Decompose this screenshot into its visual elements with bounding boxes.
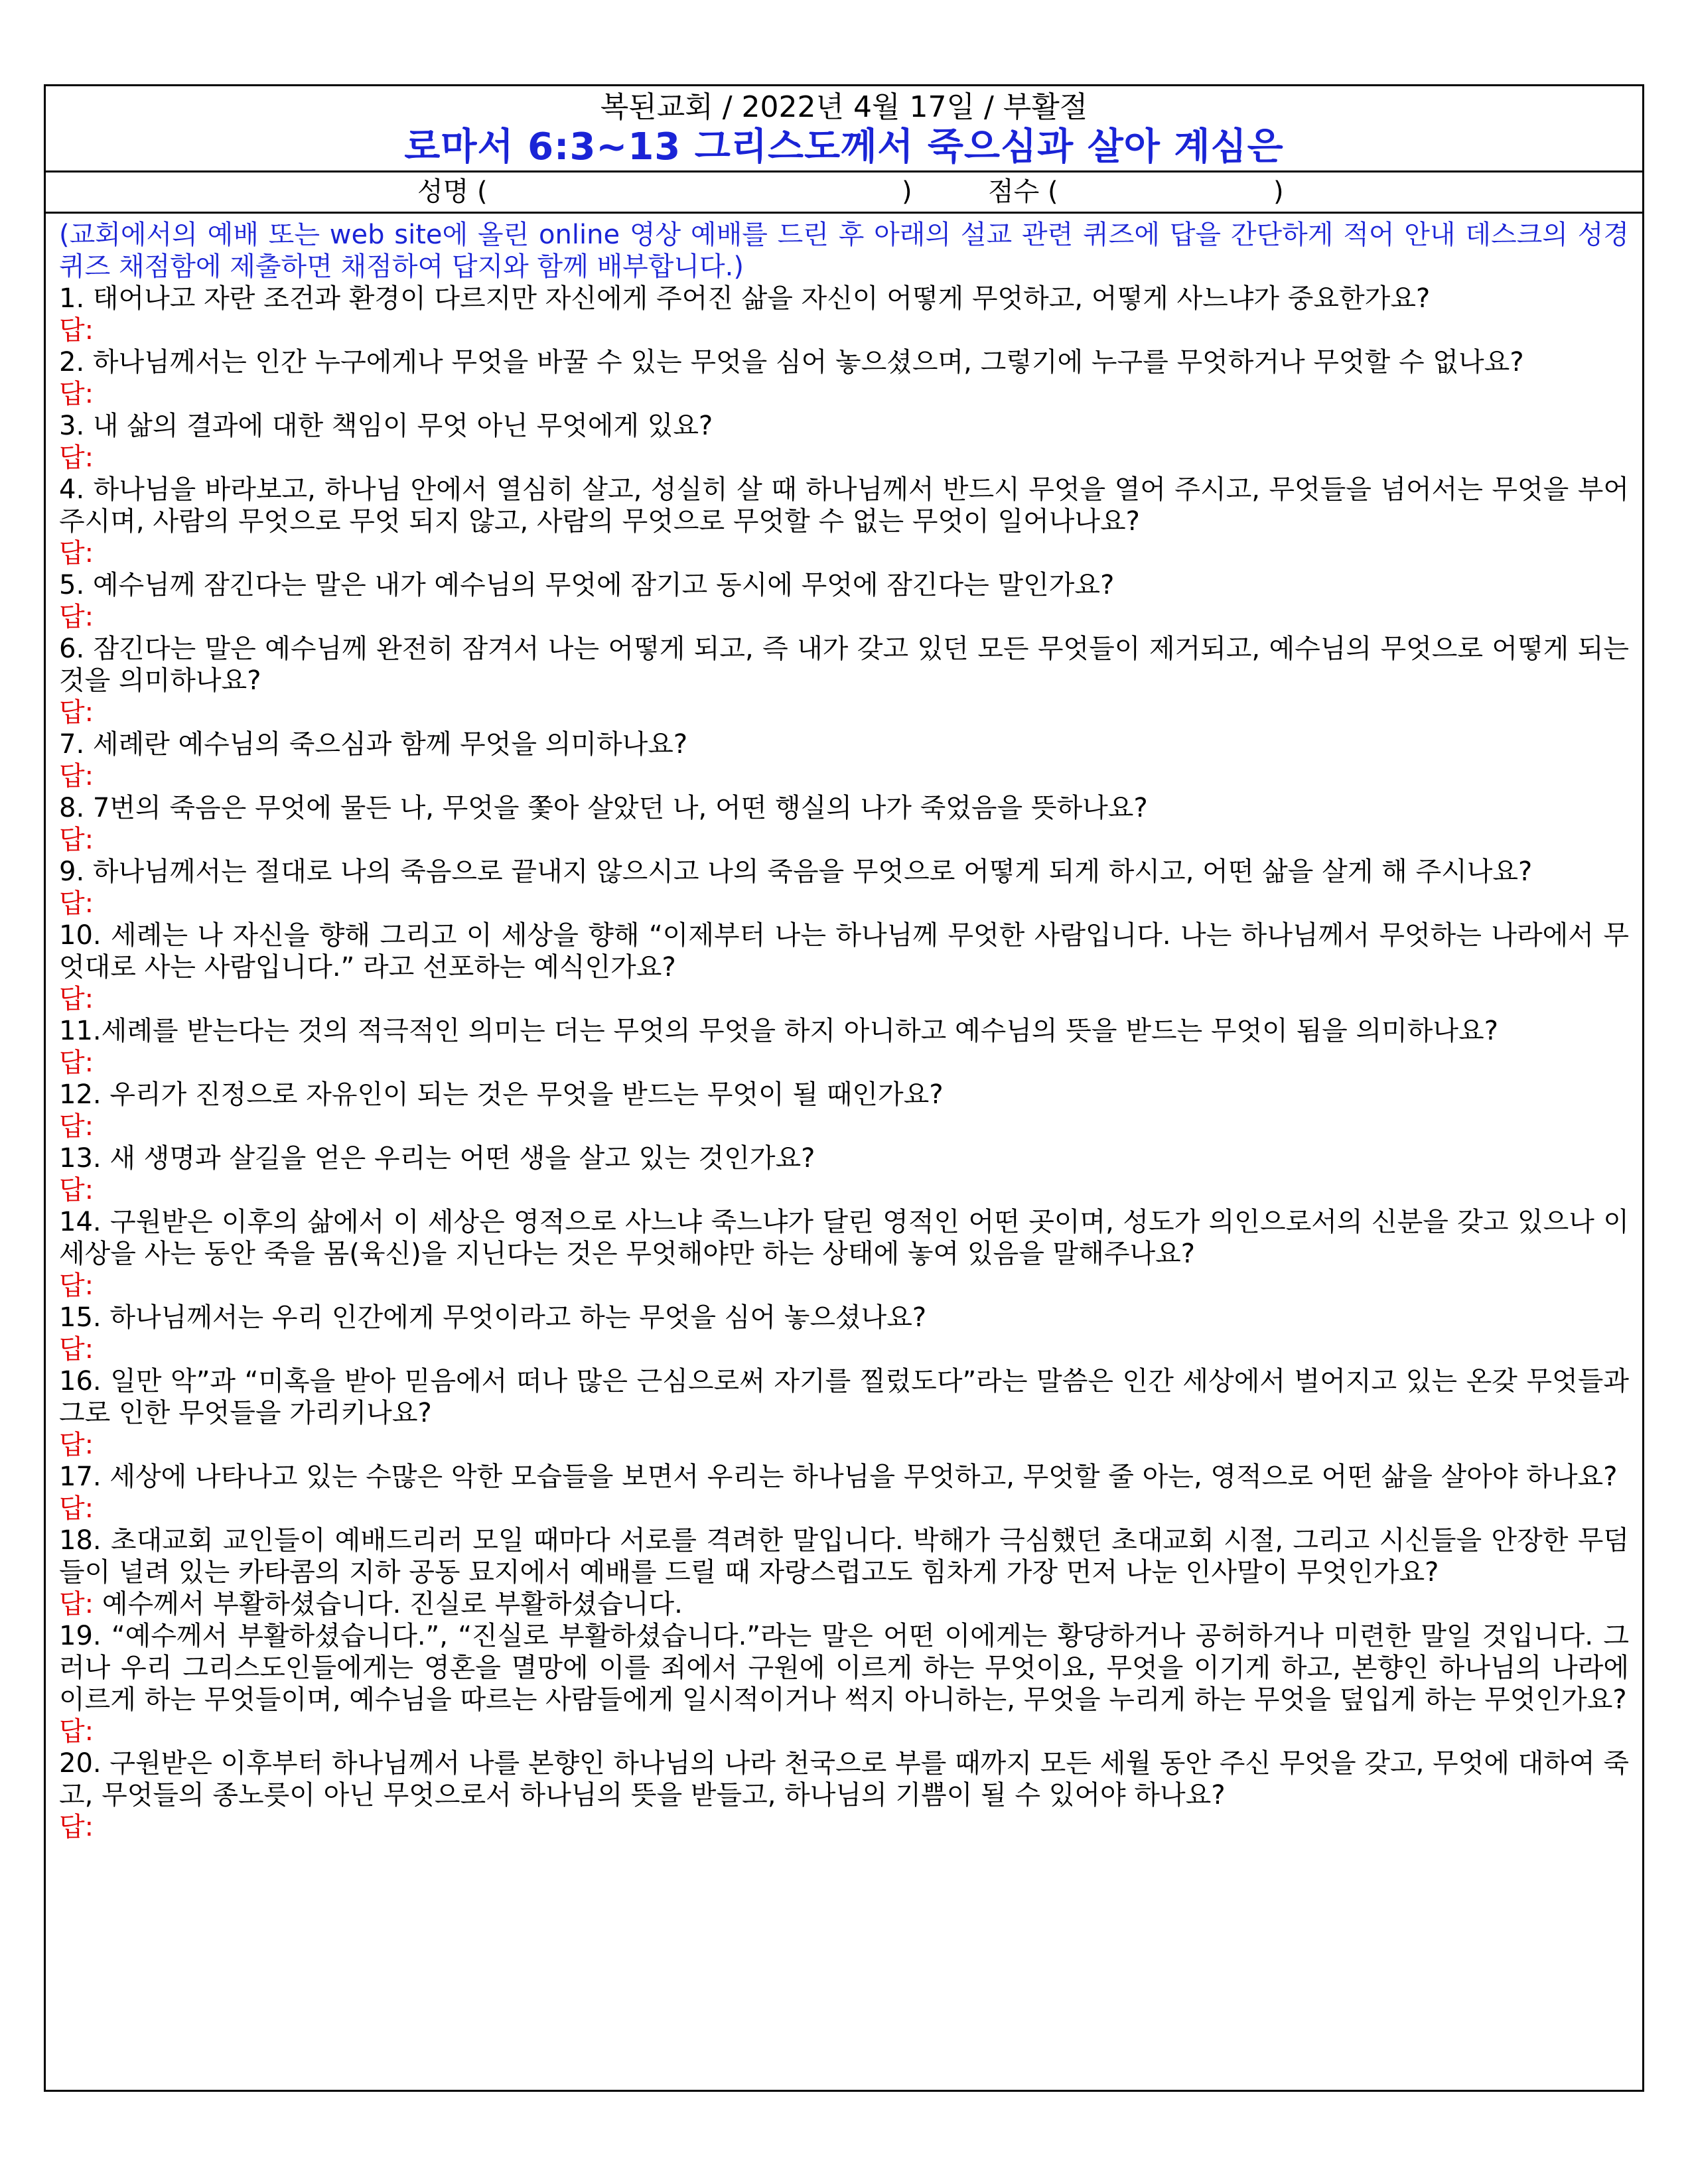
answer-line[interactable] — [59, 378, 1629, 410]
sermon-title: 로마서 6:3~13 그리스도께서 죽으심과 살아 계심은 — [404, 125, 1284, 169]
question-text: 7. 세례란 예수님의 죽으심과 함께 무엇을 의미하나요? — [59, 729, 688, 760]
answer-label: 답: — [59, 697, 94, 728]
question-text: 14. 구원받은 이후의 삶에서 이 세상은 영적으로 사느냐 죽느냐가 달린 영적인 어떤 곳이며, 성도가 의인으로서의 신분을 갖고 있으나 이 세상을 사는 동안 죽을 몸(육신)을 지닌다는 것은 무엇해야만 하는 상태에 놓여 있음을 말해주나요? — [59, 1207, 1629, 1269]
answer-line[interactable] — [59, 888, 1629, 920]
answer-line[interactable] — [59, 697, 1629, 728]
answer-label: 답: — [59, 825, 94, 855]
score-label: 점수 ( — [988, 176, 1058, 207]
name-close: ) — [902, 176, 912, 207]
answer-label: 답: — [59, 1334, 94, 1365]
answer-line[interactable] — [59, 1270, 1629, 1302]
answer-label: 답: — [59, 1493, 94, 1524]
question-text: 2. 하나님께서는 인간 누구에게나 무엇을 바꿀 수 있는 무엇을 심어 놓으셨으며, 그렇기에 누구를 무엇하거나 무엇할 수 없나요? — [59, 347, 1524, 377]
question-text: 8. 7번의 죽음은 무엇에 물든 나, 무엇을 쫓아 살았던 나, 어떤 행실의 나가 죽었음을 뜻하나요? — [59, 793, 1148, 823]
answer-label: 답: — [59, 1589, 94, 1619]
answer-label: 답: — [59, 1716, 94, 1747]
question-text: 6. 잠긴다는 말은 예수님께 완전히 잠겨서 나는 어떻게 되고, 즉 내가 갖고 있던 모든 무엇들이 제거되고, 예수님의 무엇으로 어떻게 되는 것을 의미하나요? — [59, 634, 1629, 696]
answer-line[interactable] — [59, 824, 1629, 856]
answer-line[interactable] — [59, 760, 1629, 792]
answer-line[interactable] — [59, 1811, 1629, 1843]
question-text: 4. 하나님을 바라보고, 하나님 안에서 열심히 살고, 성실히 살 때 하나님께서 반드시 무엇을 열어 주시고, 무엇들을 넘어서는 무엇을 부어 주시며, 사람의 무엇으로 무엇 되지 않고, 사람의 무엇으로 무엇할 수 없는 무엇이 일어나나요? — [59, 474, 1629, 537]
answer-line[interactable] — [59, 983, 1629, 1015]
question-text: 1. 태어나고 자란 조건과 환경이 다르지만 자신에게 주어진 삶을 자신이 어떻게 무엇하고, 어떻게 사느냐가 중요한가요? — [59, 283, 1431, 314]
answer-line[interactable] — [59, 1429, 1629, 1461]
answer-label: 답: — [59, 315, 94, 346]
answer-line[interactable] — [59, 442, 1629, 474]
answer-line[interactable] — [59, 1588, 1629, 1620]
answer-label: 답: — [59, 761, 94, 791]
answer-label: 답: — [59, 984, 94, 1014]
answer-label: 답: — [59, 1270, 94, 1301]
answer-line[interactable] — [59, 1174, 1629, 1206]
instructions: (교회에서의 예배 또는 web site에 올린 online 영상 예배를 드린 후 아래의 설교 관련 퀴즈에 답을 간단하게 적어 안내 데스크의 성경 퀴즈 채점함에 제출하면 채점하여 답지와 함께 배부합니다.) — [59, 220, 1629, 282]
question-text: 10. 세례는 나 자신을 향해 그리고 이 세상을 향해 “이제부터 나는 하나님께 무엇한 사람입니다. 나는 하나님께서 무엇하는 나라에서 무엇대로 사는 사람입니다.” 라고 선포하는 예식인가요? — [59, 920, 1629, 983]
answer-label: 답: — [59, 538, 94, 569]
question-text: 15. 하나님께서는 우리 인간에게 무엇이라고 하는 무엇을 심어 놓으셨나요? — [59, 1302, 927, 1333]
answer-line[interactable] — [59, 1333, 1629, 1365]
answer-line[interactable] — [59, 1716, 1629, 1747]
question-text: 19. “예수께서 부활하셨습니다.”, “진실로 부활하셨습니다.”라는 말은 어떤 이에게는 황당하거나 공허하거나 미련한 말일 것입니다. 그러나 우리 그리스도인들에게는 영혼을 멸망에 이를 죄에서 구원에 이르게 하는 무엇이요, 무엇을 이기게 하고, 본향인 하나님의 나라에 이르게 하는 무엇들이며, 예수님을 따르는 사람들에게 일시적이거나 썩지 아니하는, 무엇을 누리게 하는 무엇을 덮입게 하는 무엇인가요? — [59, 1621, 1629, 1715]
answer-label: 답: — [59, 602, 94, 632]
answer-line[interactable] — [59, 1493, 1629, 1525]
question-text: 20. 구원받은 이후부터 하나님께서 나를 본향인 하나님의 나라 천국으로 부를 때까지 모든 세월 동안 주신 무엇을 갖고, 무엇에 대하여 죽고, 무엇들의 종노릇이 아닌 무엇으로서 하나님의 뜻을 받들고, 하나님의 기쁨이 될 수 있어야 하나요? — [59, 1748, 1629, 1810]
answer-line[interactable] — [59, 1111, 1629, 1142]
quiz-body — [46, 214, 1642, 1843]
question-text: 5. 예수님께 잠긴다는 말은 내가 예수님의 무엇에 잠기고 동시에 무엇에 잠긴다는 말인가요? — [59, 570, 1115, 600]
quiz-sheet — [44, 84, 1644, 2092]
answer-label: 답: — [59, 1812, 94, 1842]
question-text: 3. 내 삶의 결과에 대한 책임이 무엇 아닌 무엇에게 있요? — [59, 411, 713, 441]
answer-label: 답: — [59, 443, 94, 473]
answer-label: 답: — [59, 1111, 94, 1142]
answer-line[interactable] — [59, 1047, 1629, 1079]
answer-label: 답: — [59, 1175, 94, 1205]
question-text: 12. 우리가 진정으로 자유인이 되는 것은 무엇을 받드는 무엇이 될 때인가요? — [59, 1079, 944, 1110]
question-text: 17. 세상에 나타나고 있는 수많은 악한 모습들을 보면서 우리는 하나님을 무엇하고, 무엇할 줄 아는, 영적으로 어떤 삶을 살아야 하나요? — [59, 1462, 1618, 1492]
answer-label: 답: — [59, 888, 94, 919]
question-text: 11.세례를 받는다는 것의 적극적인 의미는 더는 무엇의 무엇을 하지 아니하고 예수님의 뜻을 받드는 무엇이 됨을 의미하나요? — [59, 1016, 1498, 1046]
question-text: 13. 새 생명과 살길을 얻은 우리는 어떤 생을 살고 있는 것인가요? — [59, 1143, 815, 1174]
question-list — [59, 283, 1629, 1843]
answer-label: 답: — [59, 379, 94, 409]
answer-label: 답: — [59, 1430, 94, 1460]
name-label: 성명 ( — [417, 176, 488, 207]
answer-text: 예수께서 부활하셨습니다. 진실로 부활하셨습니다. — [102, 1589, 683, 1619]
answer-label: 답: — [59, 1048, 94, 1078]
answer-line[interactable] — [59, 314, 1629, 346]
question-text: 9. 하나님께서는 절대로 나의 죽음으로 끝내지 않으시고 나의 죽음을 무엇으로 어떻게 되게 하시고, 어떤 삶을 살게 해 주시나요? — [59, 856, 1533, 887]
question-text: 16. 일만 악”과 “미혹을 받아 믿음에서 떠나 많은 근심으로써 자기를 찔렀도다”라는 말씀은 인간 세상에서 벌어지고 있는 온갖 무엇들과 그로 인한 무엇들을 가리키나요? — [59, 1366, 1629, 1428]
church-date-line: 복된교회 / 2022년 4월 17일 / 부활절 — [600, 90, 1088, 124]
name-score-row — [46, 172, 1642, 214]
score-close: ) — [1273, 176, 1284, 207]
answer-line[interactable] — [59, 601, 1629, 633]
question-text: 18. 초대교회 교인들이 예배드리러 모일 때마다 서로를 격려한 말입니다. 박해가 극심했던 초대교회 시절, 그리고 시신들을 안장한 무덤들이 널려 있는 카타콤의 지하 공동 묘지에서 예배를 드릴 때 자랑스럽고도 힘차게 가장 먼저 나눈 인사말이 무엇인가요? — [59, 1525, 1629, 1588]
answer-line[interactable] — [59, 537, 1629, 569]
sheet-header — [46, 86, 1642, 172]
